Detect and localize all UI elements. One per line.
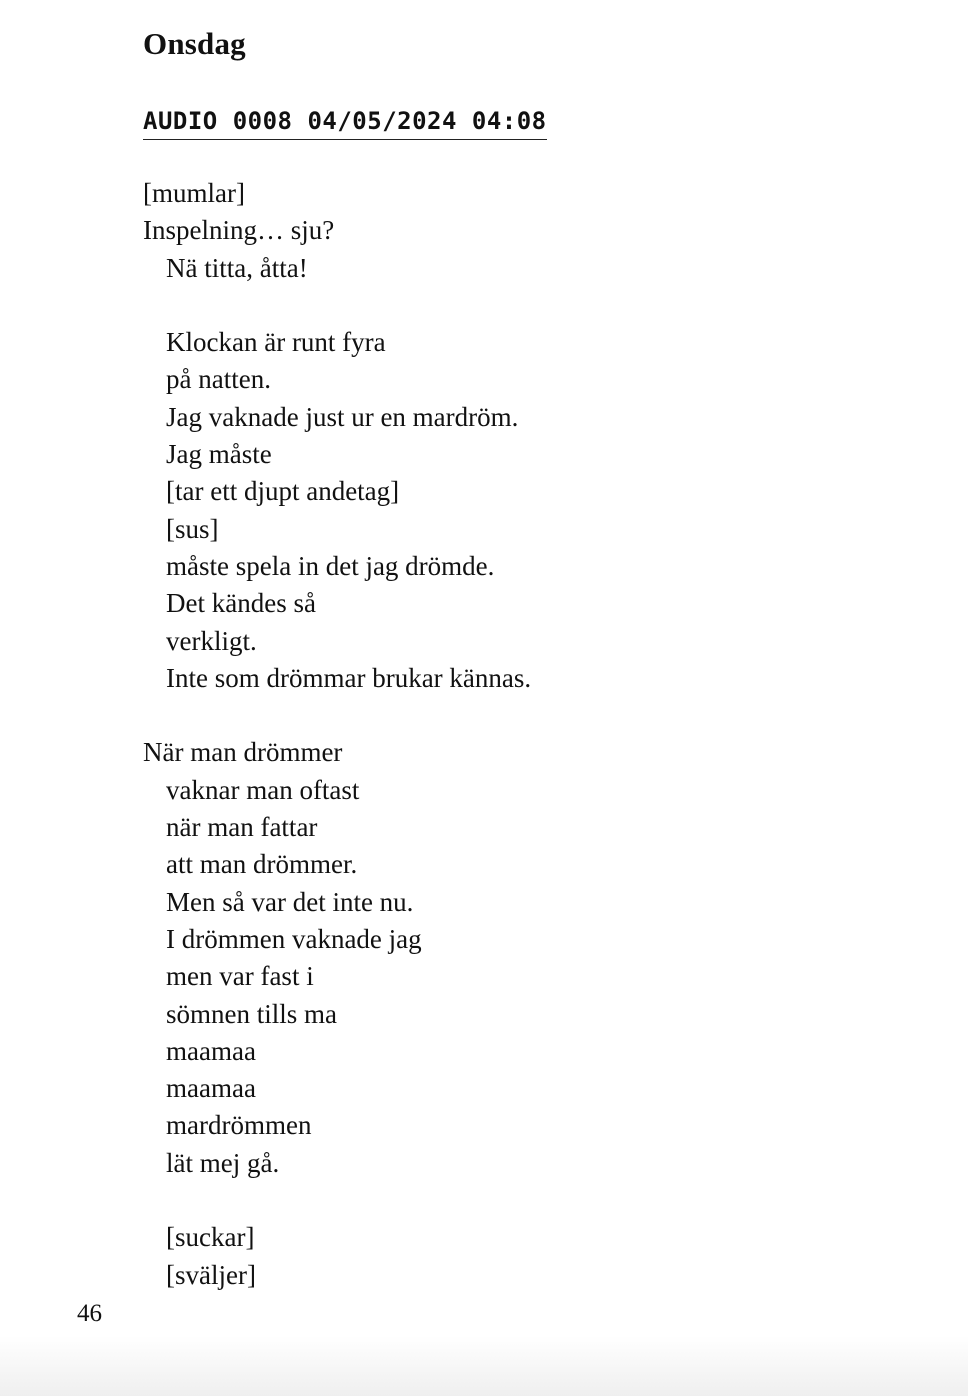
poem-line: [sus]	[166, 513, 219, 544]
poem-line: Men så var det inte nu.	[166, 886, 414, 917]
poem-line: Jag vaknade just ur en mardröm.	[166, 401, 519, 432]
stanza-break	[143, 1182, 903, 1219]
audio-header-wrap	[143, 64, 903, 140]
poem-line: Inte som drömmar brukar kännas.	[166, 662, 532, 693]
poem-line: Inspelning… sju?	[143, 215, 335, 246]
poem-line: [mumlar]	[143, 178, 245, 208]
day-heading: Onsdag	[143, 26, 246, 61]
poem-line: att man drömmer.	[166, 849, 358, 880]
poem-line: Det kändes så	[166, 588, 316, 619]
poem-line: [tar ett djupt andetag]	[166, 476, 400, 507]
page-number: 46	[77, 1300, 102, 1327]
poem-line: vaknar man oftast	[166, 774, 360, 805]
stanza-break	[143, 287, 903, 324]
poem-line: maamaa	[166, 1035, 256, 1066]
poem-line: När man drömmer	[143, 737, 343, 768]
poem-line: men var fast i	[166, 961, 314, 992]
poem-line: när man fattar	[166, 812, 318, 843]
poem-line: [suckar]	[166, 1222, 255, 1253]
poem-line: Jag måste	[166, 439, 272, 470]
poem-line: Nä titta, åtta!	[166, 252, 308, 283]
poem-line: I drömmen vaknade jag	[166, 923, 422, 954]
page-bottom-shadow	[0, 1336, 968, 1396]
poem-line: mardrömmen	[166, 1110, 312, 1141]
stanza-break	[143, 697, 903, 734]
poem-line: på natten.	[166, 364, 271, 395]
audio-recording-header: AUDIO 0008 04/05/2024 04:08	[143, 107, 547, 140]
poem-line: verkligt.	[166, 625, 257, 656]
poem-line: sömnen tills ma	[166, 998, 337, 1029]
poem-line: Klockan är runt fyra	[166, 327, 386, 358]
poem-line: [sväljer]	[166, 1259, 256, 1290]
transcript-poem	[143, 175, 903, 1294]
page-content	[143, 24, 903, 1294]
poem-line: maamaa	[166, 1073, 256, 1104]
poem-line: måste spela in det jag drömde.	[166, 550, 495, 581]
poem-line: lät mej gå.	[166, 1147, 280, 1178]
